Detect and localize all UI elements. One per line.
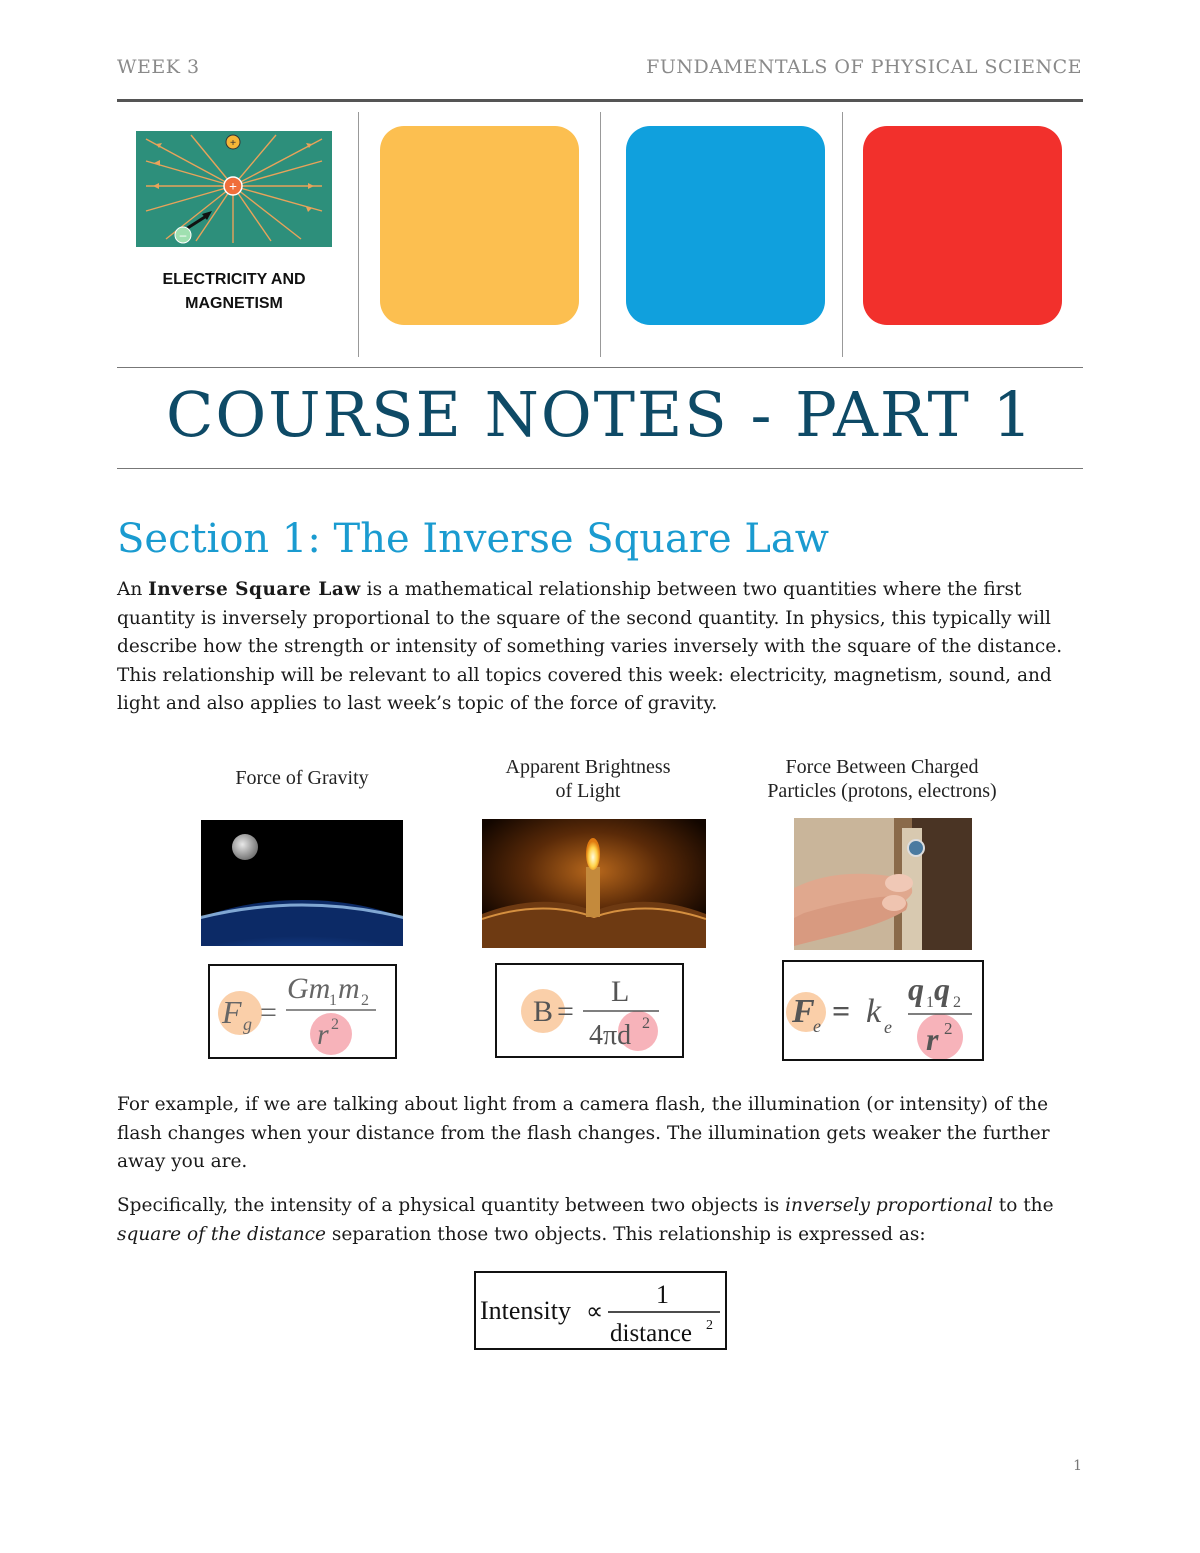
charged-particles-photo — [794, 818, 972, 950]
brightness-formula-den: 4πd — [589, 1020, 632, 1051]
header-rule — [117, 99, 1083, 102]
section-heading: Section 1: The Inverse Square Law — [117, 516, 830, 562]
light-caption-line1: Apparent Brightness — [505, 756, 671, 778]
electric-formula-k: k — [866, 993, 882, 1030]
electric-formula-sub1: 1 — [926, 994, 934, 1011]
charge-caption-line1: Force Between Charged — [785, 756, 979, 778]
earth-moon-photo — [201, 820, 403, 946]
electric-field-illustration — [136, 131, 332, 247]
electric-formula-sup: 2 — [944, 1019, 953, 1038]
electric-formula-q1: q — [908, 971, 924, 1007]
gravity-formula-box — [208, 964, 397, 1059]
intro-text: is a mathematical relationship between two quantities where the first quantity is inversely proportional to the square of the second quantity. In physics, this typically will describe how the strength or intensity of something varies inversely with the square of the distance. This relationship will be relevant to all topics covered this week: electricity, magnetism, sound, and light and also applies to last week’s topic of the force of gravity. — [117, 579, 1063, 714]
intensity-formula-lhs: Intensity — [480, 1296, 571, 1325]
gravity-formula-eq: = — [260, 996, 277, 1029]
blue-tile — [626, 126, 825, 325]
electric-formula-k-sub: e — [884, 1017, 892, 1037]
candle-book-photo — [482, 819, 706, 948]
intensity-formula-prop: ∝ — [586, 1299, 604, 1325]
gravity-formula-m: m — [338, 972, 360, 1005]
topic-label-line2: MAGNETISM — [185, 295, 283, 312]
charge-caption-line2: Particles (protons, electrons) — [767, 780, 997, 802]
svg-text:+: + — [229, 137, 237, 149]
intensity-formula-sup: 2 — [706, 1318, 713, 1333]
header-course-title: FUNDAMENTALS OF PHYSICAL SCIENCE — [646, 56, 1082, 78]
electric-formula-lhs-sub: e — [813, 1016, 821, 1036]
gravity-formula-num: Gm — [287, 972, 331, 1005]
electric-formula-den: r — [926, 1021, 939, 1057]
intensity-formula-box — [474, 1271, 727, 1350]
page-title: COURSE NOTES - PART 1 — [165, 378, 1035, 451]
gravity-caption: Force of Gravity — [235, 767, 369, 789]
intro-paragraph — [117, 576, 1083, 719]
svg-text:+: + — [229, 180, 237, 195]
banner-divider — [842, 112, 843, 357]
specific-italic-1: inversely proportional — [785, 1195, 993, 1216]
electric-formula-eq: = — [832, 993, 851, 1029]
gravity-formula-sub1: 1 — [329, 992, 337, 1009]
specific-paragraph — [117, 1192, 1083, 1249]
orange-tile — [380, 126, 579, 325]
page-number: 1 — [1073, 1458, 1082, 1474]
intro-prefix: An — [117, 579, 149, 600]
light-caption — [470, 755, 706, 803]
intensity-formula-num: 1 — [656, 1280, 669, 1309]
specific-italic-2: square of the distance — [117, 1223, 326, 1245]
brightness-formula-box — [495, 963, 684, 1058]
svg-text:–: – — [179, 227, 187, 242]
header-week: WEEK 3 — [117, 56, 200, 78]
brightness-formula-lhs: B — [533, 995, 554, 1028]
gravity-formula-sup: 2 — [331, 1016, 339, 1033]
electric-formula-q2: q — [934, 971, 950, 1007]
gravity-formula-lhs-sub: g — [243, 1014, 252, 1034]
specific-text-c: separation those two objects. This relationship is expressed as: — [325, 1223, 926, 1245]
brightness-formula-eq: = — [557, 995, 574, 1028]
intensity-formula-den: distance — [610, 1320, 692, 1347]
banner-divider — [358, 112, 359, 357]
title-rule-top — [117, 367, 1083, 368]
red-tile — [863, 126, 1062, 325]
light-caption-line2: of Light — [555, 780, 621, 802]
brightness-formula-num: L — [611, 975, 630, 1008]
intro-term: Inverse Square Law — [148, 579, 361, 600]
example-paragraph — [117, 1091, 1083, 1177]
example-text: For example, if we are talking about light from a camera flash, the illumination (or intensity) of the flash changes when your distance from the flash changes. The illumination gets weaker the further away you are. — [117, 1094, 1050, 1172]
topic-label-line1: ELECTRICITY AND — [162, 271, 306, 288]
charge-caption — [740, 755, 1024, 803]
topic-label — [136, 268, 332, 316]
gravity-formula-sub2: 2 — [361, 992, 369, 1009]
electric-formula-box — [782, 960, 984, 1061]
specific-text-a: Specifically, the intensity of a physical quantity between two objects is — [117, 1195, 786, 1216]
banner-divider — [600, 112, 601, 357]
electric-formula-lhs: F — [792, 993, 815, 1030]
gravity-formula-den: r — [317, 1018, 329, 1051]
gravity-formula-lhs: F — [222, 994, 242, 1030]
specific-text-b: to the — [992, 1195, 1054, 1216]
title-rule-bottom — [117, 468, 1083, 469]
brightness-formula-sup: 2 — [642, 1015, 650, 1032]
electric-formula-sub2: 2 — [953, 994, 961, 1011]
